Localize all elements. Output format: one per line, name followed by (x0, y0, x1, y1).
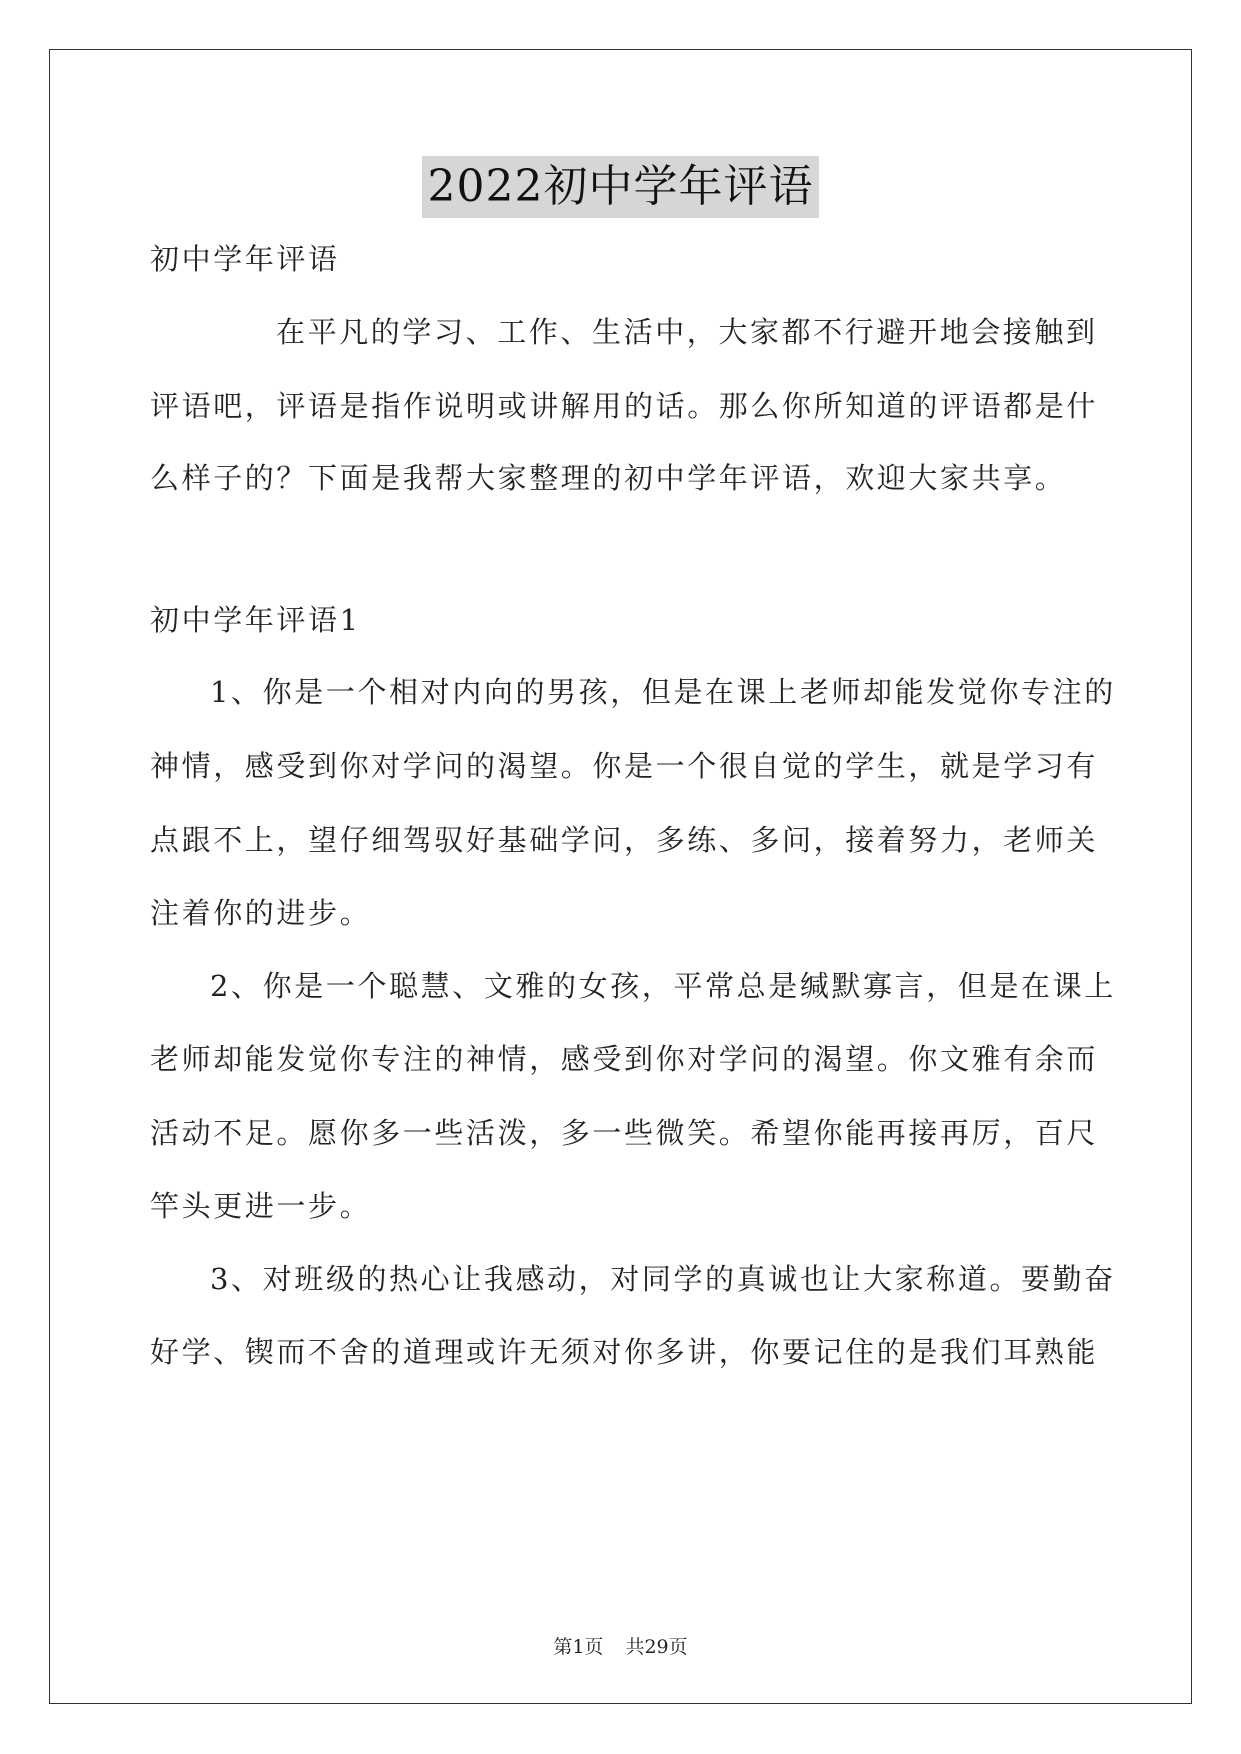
intro-line: 在平凡的学习、工作、生活中，大家都不行避开地会接触到 (276, 315, 1098, 349)
page-footer (0, 1632, 1241, 1659)
comment-line: 点跟不上，望仔细驾驭好基础学问，多练、多问，接着努力，老师关 (150, 823, 1099, 857)
comment-line: 2、你是一个聪慧、文雅的女孩，平常总是缄默寡言，但是在课上 (210, 969, 1116, 1003)
comment-line: 1、你是一个相对内向的男孩，但是在课上老师却能发觉你专注的 (210, 675, 1116, 709)
page-border (49, 49, 1192, 1704)
page-number: 第1页 (553, 1636, 604, 1658)
document-title: 2022初中学年评语 (422, 156, 820, 218)
comment-line: 活动不足。愿你多一些活泼，多一些微笑。希望你能再接再厉，百尺 (150, 1116, 1099, 1150)
title-container (0, 156, 1241, 218)
comment-line: 注着你的进步。 (150, 896, 372, 930)
comment-line: 竿头更进一步。 (150, 1189, 372, 1223)
intro-line: 评语吧，评语是指作说明或讲解用的话。那么你所知道的评语都是什 (150, 389, 1099, 423)
section-heading: 初中学年评语1 (150, 603, 361, 637)
comment-line: 神情，感受到你对学问的渴望。你是一个很自觉的学生，就是学习有 (150, 749, 1099, 783)
comment-line: 老师却能发觉你专注的神情，感受到你对学问的渴望。你文雅有余而 (150, 1042, 1099, 1076)
comment-line: 好学、锲而不舍的道理或许无须对你多讲，你要记住的是我们耳熟能 (150, 1335, 1099, 1369)
document-subtitle: 初中学年评语 (150, 242, 340, 276)
intro-line: 么样子的？下面是我帮大家整理的初中学年评语，欢迎大家共享。 (150, 461, 1067, 495)
page-count: 共29页 (625, 1636, 688, 1658)
comment-line: 3、对班级的热心让我感动，对同学的真诚也让大家称道。要勤奋 (210, 1262, 1116, 1296)
